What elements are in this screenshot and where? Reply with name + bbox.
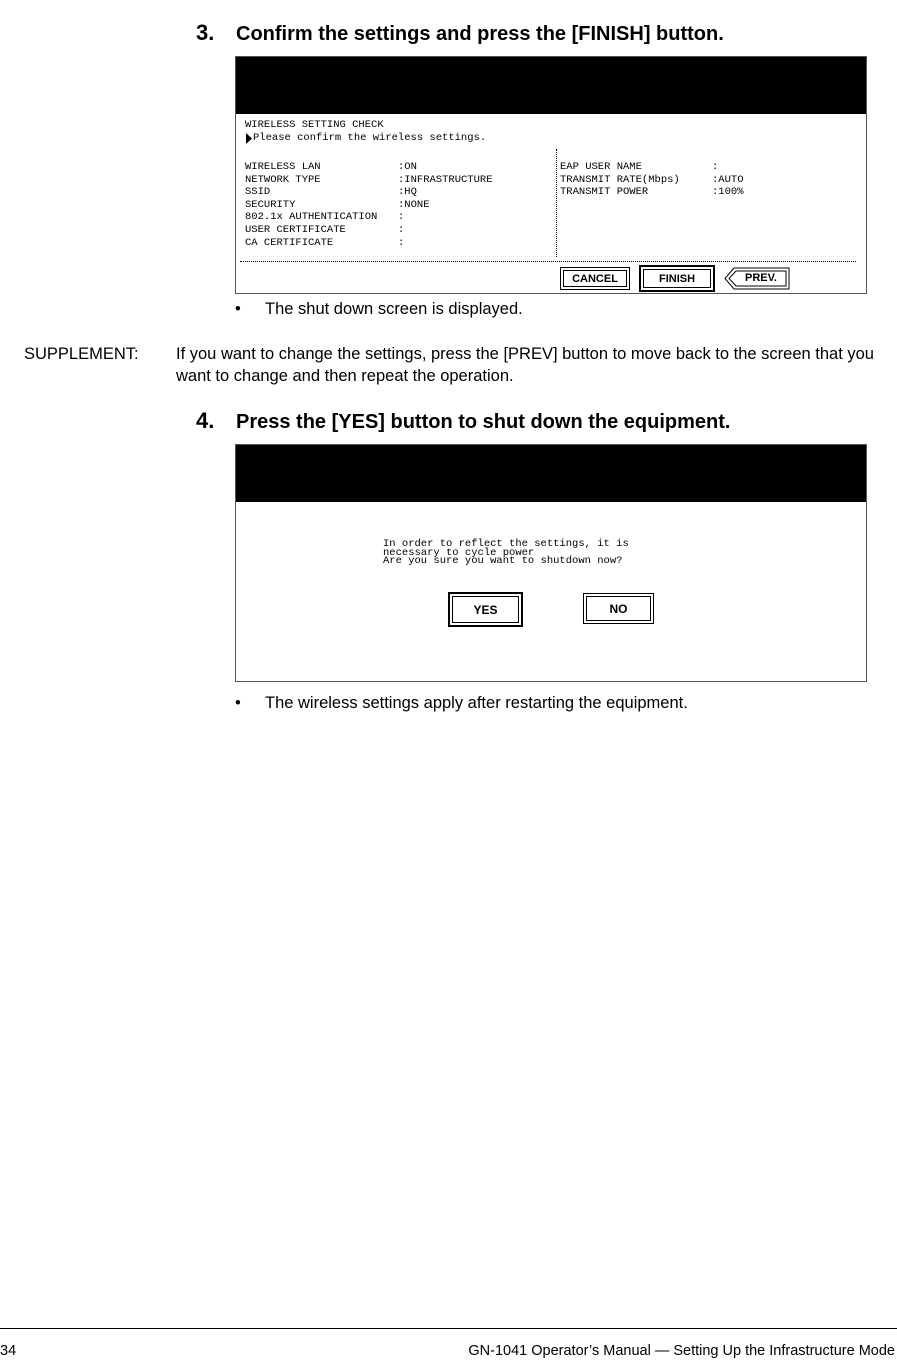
setting-label: SSID <box>245 186 271 199</box>
setting-value: : <box>398 211 405 224</box>
left-settings-list <box>245 161 493 249</box>
step-4-heading <box>196 408 730 434</box>
setting-label: SECURITY <box>245 198 296 211</box>
setting-value: :ON <box>398 161 417 173</box>
prev-button[interactable] <box>724 267 790 290</box>
setting-row <box>245 237 493 250</box>
setting-value: : <box>398 236 405 249</box>
setting-label: USER CERTIFICATE <box>245 223 346 236</box>
bullet-text: The wireless settings apply after restarting the equipment. <box>265 694 688 712</box>
setting-label: EAP USER NAME <box>560 161 642 173</box>
setting-row <box>245 161 493 174</box>
setting-value: :HQ <box>398 186 417 199</box>
setting-value: : <box>398 223 405 236</box>
wireless-setting-check-screen <box>235 56 867 294</box>
bullet-text: The shut down screen is displayed. <box>265 300 523 318</box>
message-line: Are you sure you want to shutdown now? <box>383 555 623 567</box>
screen-prompt-row <box>245 132 486 145</box>
setting-value: :INFRASTRUCTURE <box>398 173 493 186</box>
setting-row <box>560 161 744 174</box>
column-divider <box>556 149 557 257</box>
step-number: 3. <box>196 20 215 45</box>
setting-label: CA CERTIFICATE <box>245 236 334 249</box>
finish-button[interactable]: FINISH <box>639 265 715 292</box>
shutdown-confirm-screen <box>235 444 867 682</box>
setting-row <box>245 186 493 199</box>
confirm-message <box>383 540 629 566</box>
setting-row <box>560 174 744 187</box>
screen-title: WIRELESS SETTING CHECK <box>245 119 384 131</box>
yes-button[interactable]: YES <box>448 592 523 627</box>
setting-label: WIRELESS LAN <box>245 161 321 173</box>
setting-label: TRANSMIT RATE(Mbps) <box>560 173 680 186</box>
screen-header-bar <box>236 57 866 114</box>
supplement-text: If you want to change the settings, press the [PREV] button to move back to the screen that you want to change and then repeat the operation. <box>176 345 874 385</box>
bullet-item <box>235 300 523 319</box>
screen-prompt: Please confirm the wireless settings. <box>253 132 487 144</box>
setting-row <box>245 211 493 224</box>
setting-row <box>560 186 744 199</box>
bullet-dot: • <box>235 300 241 318</box>
pointer-arrow-icon <box>245 133 253 144</box>
setting-row <box>245 224 493 237</box>
no-button[interactable]: NO <box>583 593 654 624</box>
step-3-heading <box>196 20 724 46</box>
supplement-label: SUPPLEMENT: <box>24 345 139 363</box>
button-area-divider <box>240 261 856 262</box>
setting-value: :100% <box>712 186 744 199</box>
setting-label: 802.1x AUTHENTICATION <box>245 211 378 224</box>
setting-label: TRANSMIT POWER <box>560 186 649 199</box>
cancel-button[interactable]: CANCEL <box>560 267 630 290</box>
message-line: necessary to cycle power <box>383 546 535 559</box>
setting-row <box>245 199 493 212</box>
setting-value: :NONE <box>398 198 430 211</box>
page-number: 34 <box>0 1343 17 1359</box>
screen-header-bar <box>236 445 866 502</box>
footer-title: GN-1041 Operator’s Manual — Setting Up the Infrastructure Mode <box>468 1343 895 1359</box>
setting-value: :AUTO <box>712 173 744 186</box>
step-number: 4. <box>196 408 215 433</box>
prev-button-label: PREV. <box>744 272 777 284</box>
bullet-dot: • <box>235 694 241 712</box>
footer-rule <box>0 1328 897 1329</box>
step-text: Confirm the settings and press the [FINISH] button. <box>236 23 724 45</box>
setting-row <box>245 174 493 187</box>
right-settings-list <box>560 161 744 199</box>
message-line: In order to reflect the settings, it is <box>383 538 629 550</box>
setting-label: NETWORK TYPE <box>245 173 321 186</box>
step-text: Press the [YES] button to shut down the equipment. <box>236 411 731 433</box>
setting-value: : <box>712 161 719 173</box>
bullet-item <box>235 694 688 713</box>
